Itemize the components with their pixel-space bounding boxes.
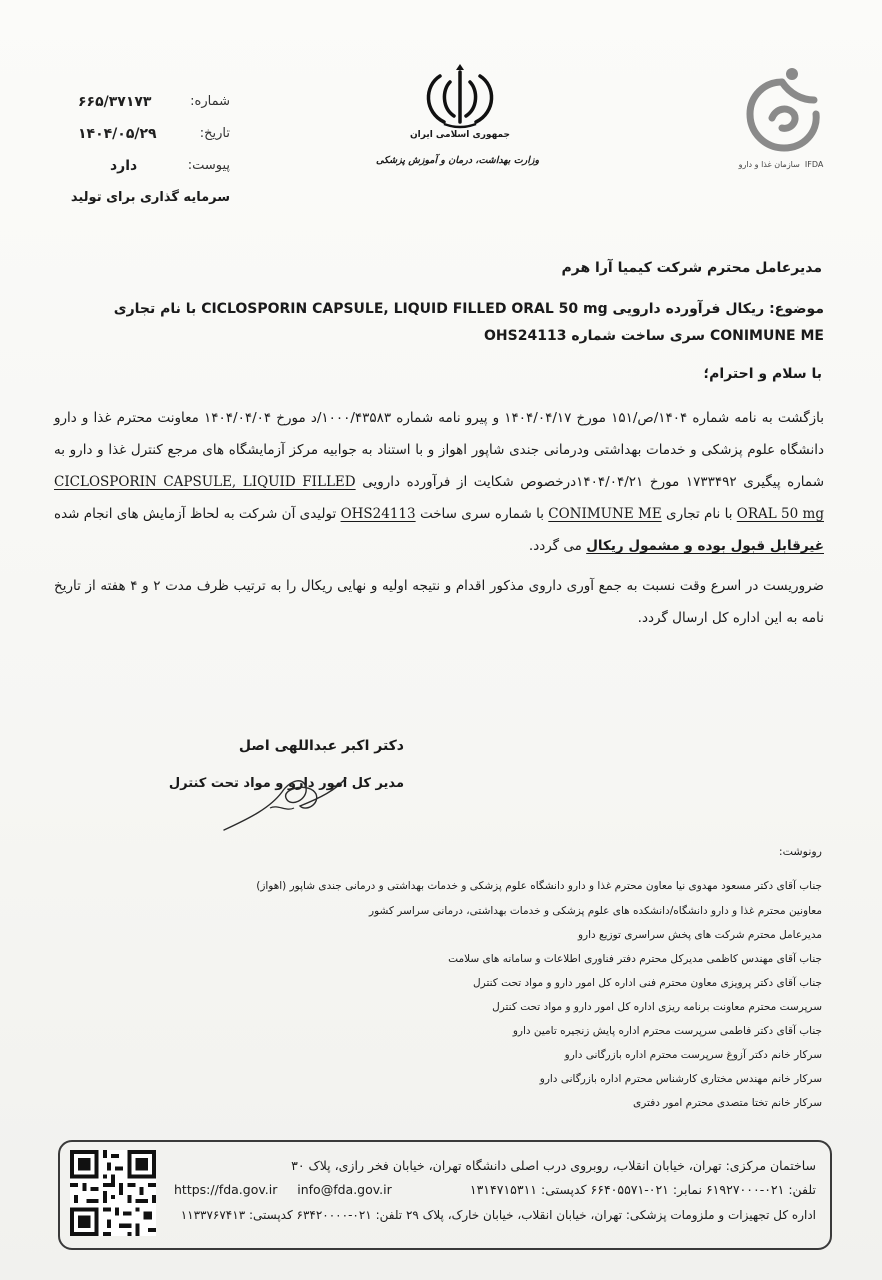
letter-attachment-row [60, 158, 230, 180]
copy-item: معاونین محترم غذا و دارو دانشگاه/دانشکده های علوم پزشکی و خدمات بهداشتی، درمانی سراسر کشور [369, 905, 822, 917]
signer-title: مدیر کل امور دارو و مواد تحت کنترل [168, 776, 404, 791]
handwritten-signature-icon [220, 768, 350, 838]
paragraph-1 [54, 402, 824, 562]
footer-website[interactable]: https://fda.gov.ir [174, 1182, 278, 1197]
iran-emblem-icon [400, 62, 520, 132]
greeting: با سلام و احترام؛ [703, 366, 822, 382]
letter-number-value: ۶۶۵/۳۷۱۷۳ [78, 94, 152, 110]
letter-date-row [60, 126, 230, 148]
para1-batch: OHS24113 [340, 506, 416, 522]
letter-attachment-label: پیوست: [187, 158, 230, 173]
para1-recall-verdict: غیرقابل قبول بوده و مشمول ریکال [586, 538, 824, 554]
subject-text-3: سری ساخت شماره [571, 328, 706, 344]
subject [54, 296, 824, 350]
fda-logo-icon [732, 60, 832, 175]
subject-product: CICLOSPORIN CAPSULE, LIQUID FILLED ORAL 50 mg [201, 301, 608, 317]
copy-item: جناب آقای دکتر مسعود مهدوی نیا معاون محترم غذا و دارو دانشگاه علوم پزشکی و خدمات بهداشتی و درمانی جندی شاپور (اهواز) [256, 880, 822, 892]
para1-intro: بازگشت به نامه شماره ۱۴۰۴/ص/۱۵۱ مورخ ۱۴۰۴/۰۴/۱۷ و پیرو نامه شماره ۱۰۰۰/۴۳۵۸۳/د مورخ ۱۴۰۴/۰۴/۰۴ معاونت محترم غذا و دارو دانشگاه علوم پزشکی و خدمات بهداشتی ودرمانی جندی شاپور اهواز و با استناد به جوابیه مرکز آزمایشگاه های مرجع کنترل غذا و دارو به شماره پیگیری ۱۷۳۳۴۹۲ مورخ ۱۴۰۴/۰۴/۲۱درخصوص شکایت از فرآورده دارویی [54, 410, 825, 490]
paragraph-2: ضروریست در اسرع وقت نسبت به جمع آوری داروی مذکور اقدام و نتیجه اولیه و نهایی ریکال را به ترتیب ظرف مدت ۲ و ۴ هفته از تاریخ نامه به این اداره کل ارسال گردد. [54, 578, 824, 626]
copy-item: جناب آقای دکتر فاطمی سرپرست محترم اداره پایش زنجیره تامین دارو [512, 1025, 822, 1037]
copy-item: جناب آقای دکتر پرویزی معاون محترم فنی اداره کل امور دارو و مواد تحت کنترل [473, 977, 822, 989]
footer-address: ساختمان مرکزی: تهران، خیابان انقلاب، روبروی درب اصلی دانشگاه تهران، خیابان فخر رازی، پلاک ۳۰ [291, 1158, 816, 1173]
para1-product: CICLOSPORIN CAPSULE, LIQUID FILLED ORAL 50 mg [54, 474, 824, 522]
subject-batch: OHS24113 [484, 328, 567, 344]
subject-label: موضوع: [769, 301, 824, 317]
letter-attachment-value: دارد [110, 158, 138, 174]
footer-email[interactable]: info@fda.gov.ir [297, 1182, 392, 1197]
letter-date-value: ۱۴۰۴/۰۵/۲۹ [78, 126, 157, 142]
para1-end: می گردد. [528, 538, 582, 554]
qr-code-icon [70, 1150, 156, 1236]
ministry-caption: وزارت بهداشت، درمان و آموزش پزشکی [375, 155, 540, 166]
letter-date-label: تاریخ: [199, 126, 230, 141]
para1-batch-label: با شماره سری ساخت [419, 506, 544, 522]
copy-item: سرکار خانم تختا متصدی محترم امور دفتری [633, 1097, 822, 1109]
copy-item: سرکار خانم دکتر آزوغ سرپرست محترم اداره بازرگانی دارو [564, 1049, 822, 1061]
para1-brand: CONIMUNE ME [548, 506, 662, 522]
subject-brand: CONIMUNE ME [709, 328, 824, 344]
copy-item: سرپرست محترم معاونت برنامه ریزی اداره کل امور دارو و مواد تحت کنترل [492, 1001, 822, 1013]
letter-number-row [60, 94, 230, 116]
fda-caption-abbr: IFDA [804, 160, 824, 169]
slogan: سرمایه گذاری برای تولید [70, 190, 230, 205]
copy-item: سرکار خانم مهندس مختاری کارشناس محترم اداره بازرگانی دارو [539, 1073, 822, 1085]
fda-caption [736, 160, 826, 169]
footer-phones: تلفن: ۰۲۱-۶۱۹۲۷۰۰۰ نمابر: ۰۲۱-۶۶۴۰۵۵۷۱ کدپستی: ۱۳۱۴۷۱۵۳۱۱ [469, 1182, 816, 1197]
subject-text-2: با نام تجاری [113, 301, 197, 317]
copy-item: جناب آقای مهندس کاظمی مدیرکل محترم دفتر فناوری اطلاعات و سامانه های سلامت [448, 953, 822, 965]
copies-title: رونوشت: [778, 845, 822, 858]
subject-text-1: ریکال فرآورده دارویی [612, 301, 765, 317]
recipient: مدیرعامل محترم شرکت کیمیا آرا هرم [561, 260, 822, 276]
footer-links [174, 1182, 392, 1197]
letter-number-label: شماره: [190, 94, 230, 109]
republic-caption: جمهوری اسلامی ایران [409, 130, 511, 140]
copy-item: مدیرعامل محترم شرکت های پخش سراسری توزیع دارو [577, 929, 822, 941]
footer-office: اداره کل تجهیزات و ملزومات پزشکی: تهران، خیابان انقلاب، خیابان خارک، پلاک ۲۹ تلفن: ۰۲۱-۶۳۴۲۰۰۰۰ کدپستی: ۱۱۳۳۷۶۷۴۱۳ [180, 1208, 816, 1222]
fda-caption-fa: سازمان غذا و دارو [738, 160, 800, 169]
signer-name: دکتر اکبر عبداللهی اصل [238, 738, 404, 754]
para1-brand-label: با نام تجاری [666, 506, 733, 522]
para1-tests: تولیدی آن شرکت به لحاظ آزمایش های انجام شده [54, 506, 337, 522]
